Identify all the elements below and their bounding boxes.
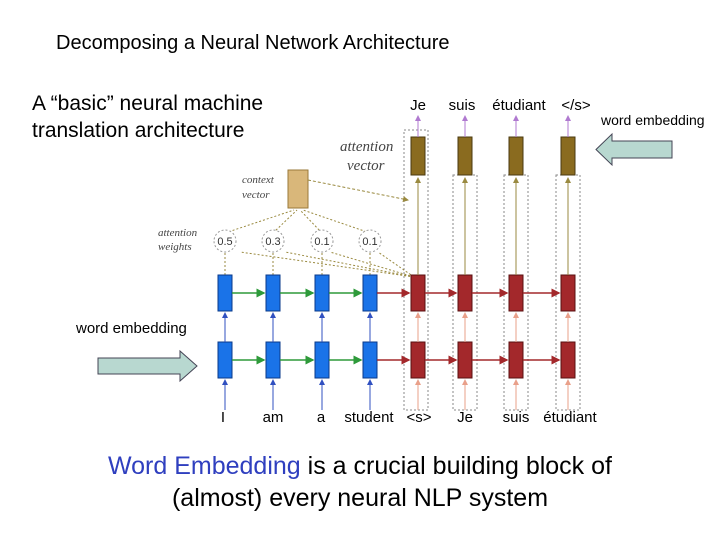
arrow-left-icon <box>596 134 672 165</box>
decoder-cell-bottom <box>458 342 472 378</box>
attention-vector-cell <box>458 137 472 175</box>
decoder-cell-bottom <box>509 342 523 378</box>
input-word: a <box>316 409 326 426</box>
input-word: Je <box>457 409 473 426</box>
output-word: suis <box>448 97 476 114</box>
output-word: étudiant <box>492 97 546 114</box>
attention-vector-cell <box>561 137 575 175</box>
decoder-cell-top <box>561 275 575 311</box>
encoder-cell-top <box>363 275 377 311</box>
input-word: I <box>220 409 226 426</box>
input-word: étudiant <box>543 409 597 426</box>
attention-weights-label: attention <box>158 227 198 239</box>
attention-vector-cell <box>509 137 523 175</box>
slide-title: Decomposing a Neural Network Architecture <box>56 32 450 54</box>
decoder-cell-bottom <box>411 342 425 378</box>
context-vector-label: vector <box>242 189 270 201</box>
caption-line1: is a crucial building block of <box>300 452 612 480</box>
attention-weight-value: 0.3 <box>265 236 281 248</box>
input-word: suis <box>502 409 530 426</box>
encoder-cell-bottom <box>266 342 280 378</box>
attention-weight-value: 0.1 <box>362 236 378 248</box>
decoder-cell-top <box>509 275 523 311</box>
weight-arrow <box>303 210 370 233</box>
attention-weight-value: 0.1 <box>314 236 330 248</box>
input-word: <s> <box>406 409 432 426</box>
score-arrow <box>285 252 414 277</box>
attention-weight-value: 0.5 <box>217 236 233 248</box>
context-vector-box <box>288 170 308 208</box>
encoder-cell-bottom <box>363 342 377 378</box>
encoder-cell-top <box>218 275 232 311</box>
context-vector-label: context <box>242 174 274 186</box>
bottom-caption <box>40 450 680 514</box>
encoder-cell-top <box>315 275 329 311</box>
score-arrow <box>330 252 414 277</box>
decoder-cell-top <box>458 275 472 311</box>
attention-weights-label: weights <box>158 241 192 253</box>
score-arrow <box>378 252 414 277</box>
attention-vector-cell <box>411 137 425 175</box>
context-to-attention-arrow <box>308 180 408 200</box>
input-word: student <box>344 409 394 426</box>
caption-line2: (almost) every neural NLP system <box>171 484 549 512</box>
caption-highlight: Word Embedding <box>108 452 301 480</box>
output-word: </s> <box>561 97 591 114</box>
slide-subtitle: A “basic” neural machine translation architecture <box>32 92 264 142</box>
weight-arrow <box>300 210 322 233</box>
score-arrow <box>240 252 414 277</box>
weight-arrow <box>225 210 294 233</box>
encoder-cell-top <box>266 275 280 311</box>
decoder-cell-top <box>411 275 425 311</box>
attention-vector-label: attention <box>340 139 394 155</box>
weight-arrow <box>273 210 297 233</box>
arrow-right-icon <box>98 351 197 381</box>
decoder-cell-bottom <box>561 342 575 378</box>
word-embedding-label-left: word embedding <box>76 320 187 337</box>
output-word: Je <box>410 97 426 114</box>
attention-vector-label: vector <box>347 158 385 174</box>
encoder-cell-bottom <box>315 342 329 378</box>
word-embedding-label-right: word embedding <box>601 112 705 128</box>
encoder-cell-bottom <box>218 342 232 378</box>
input-word: am <box>262 409 284 426</box>
